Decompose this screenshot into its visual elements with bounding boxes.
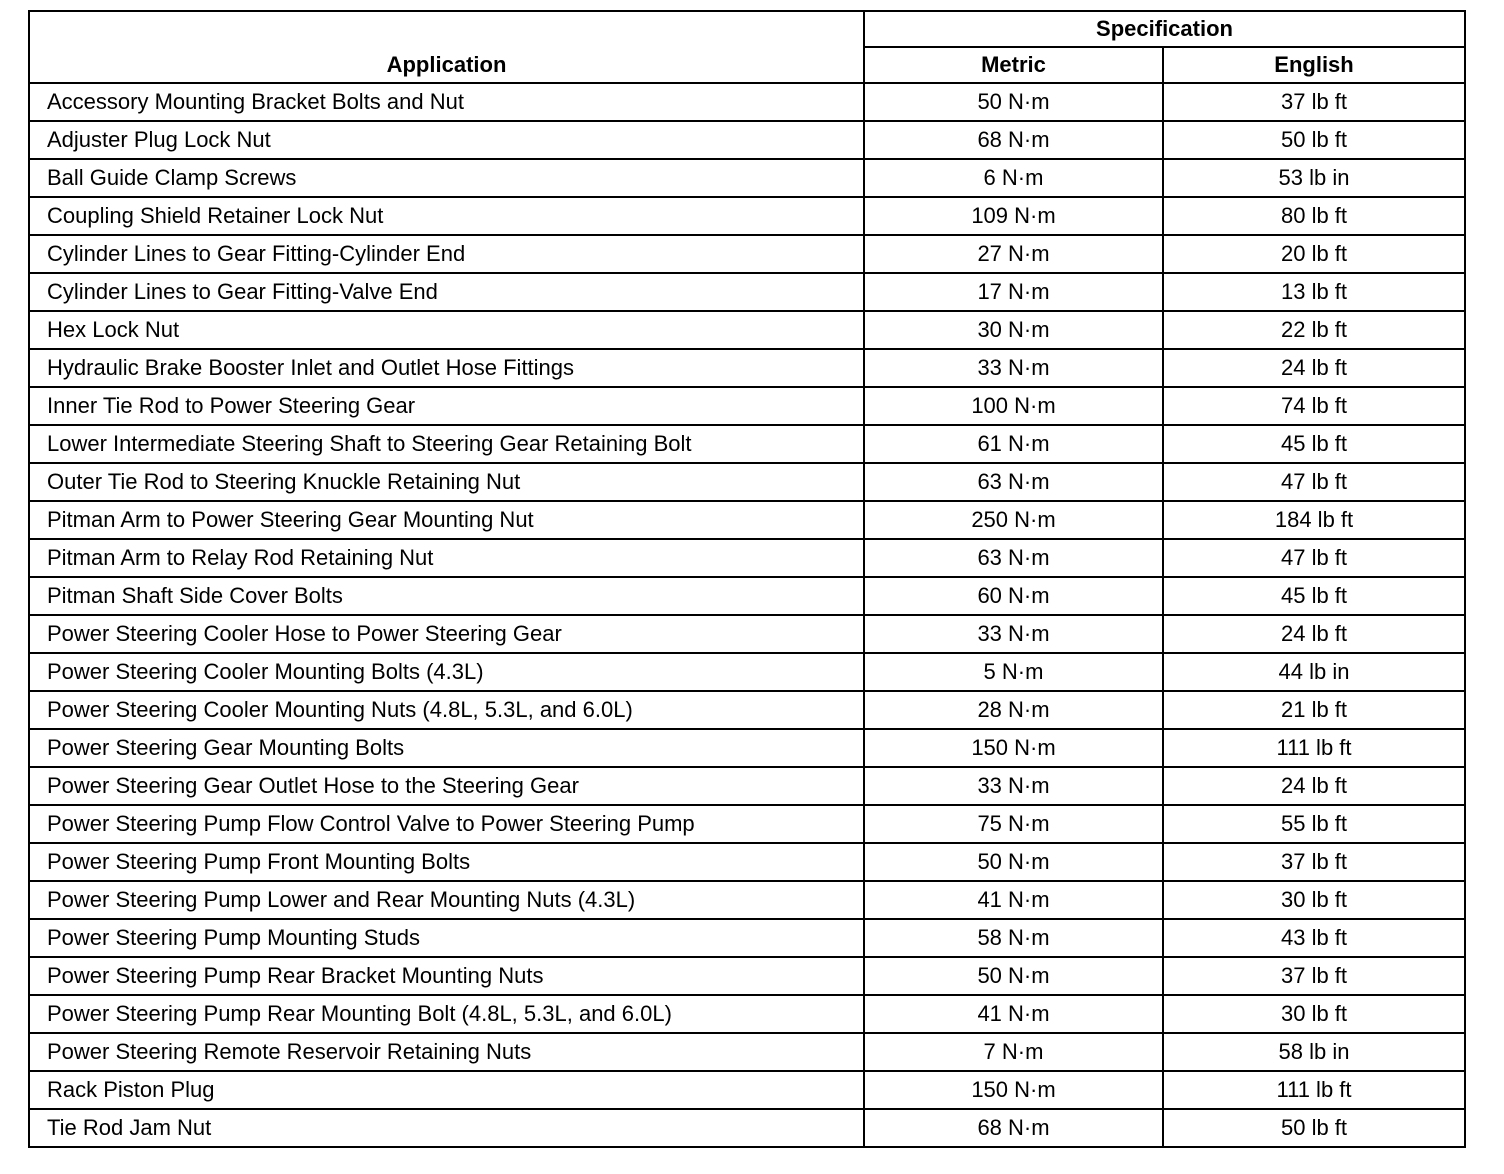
table-row (29, 767, 1465, 805)
metric-cell: 30 N·m (864, 311, 1163, 349)
english-cell: 45 lb ft (1163, 577, 1465, 615)
application-cell: Power Steering Pump Mounting Studs (29, 919, 864, 957)
table-header (29, 11, 1465, 83)
table-row (29, 653, 1465, 691)
metric-cell: 50 N·m (864, 843, 1163, 881)
english-cell: 24 lb ft (1163, 767, 1465, 805)
english-cell: 37 lb ft (1163, 83, 1465, 121)
table-row (29, 577, 1465, 615)
application-cell: Pitman Shaft Side Cover Bolts (29, 577, 864, 615)
metric-cell: 109 N·m (864, 197, 1163, 235)
english-cell: 30 lb ft (1163, 995, 1465, 1033)
table-row (29, 881, 1465, 919)
table-row (29, 1033, 1465, 1071)
application-cell: Power Steering Pump Front Mounting Bolts (29, 843, 864, 881)
metric-cell: 7 N·m (864, 1033, 1163, 1071)
english-cell: 111 lb ft (1163, 729, 1465, 767)
application-cell: Power Steering Remote Reservoir Retaining Nuts (29, 1033, 864, 1071)
table-body (29, 83, 1465, 1147)
metric-cell: 17 N·m (864, 273, 1163, 311)
english-cell: 13 lb ft (1163, 273, 1465, 311)
english-cell: 45 lb ft (1163, 425, 1465, 463)
english-cell: 111 lb ft (1163, 1071, 1465, 1109)
metric-cell: 50 N·m (864, 957, 1163, 995)
metric-cell: 33 N·m (864, 767, 1163, 805)
application-cell: Tie Rod Jam Nut (29, 1109, 864, 1147)
metric-cell: 250 N·m (864, 501, 1163, 539)
application-cell: Power Steering Pump Rear Bracket Mounting Nuts (29, 957, 864, 995)
application-cell: Outer Tie Rod to Steering Knuckle Retaining Nut (29, 463, 864, 501)
application-cell: Power Steering Cooler Hose to Power Steering Gear (29, 615, 864, 653)
metric-cell: 6 N·m (864, 159, 1163, 197)
english-cell: 43 lb ft (1163, 919, 1465, 957)
metric-cell: 68 N·m (864, 1109, 1163, 1147)
english-cell: 74 lb ft (1163, 387, 1465, 425)
metric-cell: 5 N·m (864, 653, 1163, 691)
english-cell: 21 lb ft (1163, 691, 1465, 729)
metric-cell: 33 N·m (864, 349, 1163, 387)
table-row (29, 691, 1465, 729)
english-column-header: English (1163, 47, 1465, 83)
application-cell: Power Steering Cooler Mounting Bolts (4.3L) (29, 653, 864, 691)
application-cell: Coupling Shield Retainer Lock Nut (29, 197, 864, 235)
english-cell: 47 lb ft (1163, 539, 1465, 577)
table-row (29, 463, 1465, 501)
table-row (29, 349, 1465, 387)
english-cell: 184 lb ft (1163, 501, 1465, 539)
metric-cell: 75 N·m (864, 805, 1163, 843)
english-cell: 30 lb ft (1163, 881, 1465, 919)
table-row (29, 1109, 1465, 1147)
metric-cell: 100 N·m (864, 387, 1163, 425)
specification-group-header: Specification (864, 11, 1465, 47)
metric-cell: 27 N·m (864, 235, 1163, 273)
english-cell: 20 lb ft (1163, 235, 1465, 273)
table-row (29, 957, 1465, 995)
table-row (29, 1071, 1465, 1109)
english-cell: 24 lb ft (1163, 349, 1465, 387)
application-column-header: Application (29, 11, 864, 83)
application-cell: Inner Tie Rod to Power Steering Gear (29, 387, 864, 425)
application-cell: Power Steering Cooler Mounting Nuts (4.8L, 5.3L, and 6.0L) (29, 691, 864, 729)
application-cell: Pitman Arm to Power Steering Gear Mounting Nut (29, 501, 864, 539)
application-cell: Hydraulic Brake Booster Inlet and Outlet Hose Fittings (29, 349, 864, 387)
english-cell: 47 lb ft (1163, 463, 1465, 501)
table-row (29, 425, 1465, 463)
table-row (29, 273, 1465, 311)
metric-cell: 61 N·m (864, 425, 1163, 463)
application-cell: Rack Piston Plug (29, 1071, 864, 1109)
english-cell: 53 lb in (1163, 159, 1465, 197)
metric-cell: 150 N·m (864, 729, 1163, 767)
application-cell: Power Steering Gear Outlet Hose to the Steering Gear (29, 767, 864, 805)
metric-cell: 58 N·m (864, 919, 1163, 957)
table-row (29, 539, 1465, 577)
metric-cell: 68 N·m (864, 121, 1163, 159)
table-row (29, 805, 1465, 843)
application-cell: Pitman Arm to Relay Rod Retaining Nut (29, 539, 864, 577)
english-cell: 50 lb ft (1163, 121, 1465, 159)
english-cell: 80 lb ft (1163, 197, 1465, 235)
application-cell: Power Steering Pump Rear Mounting Bolt (4.8L, 5.3L, and 6.0L) (29, 995, 864, 1033)
english-cell: 58 lb in (1163, 1033, 1465, 1071)
application-cell: Power Steering Pump Flow Control Valve to Power Steering Pump (29, 805, 864, 843)
metric-cell: 41 N·m (864, 995, 1163, 1033)
application-cell: Power Steering Pump Lower and Rear Mounting Nuts (4.3L) (29, 881, 864, 919)
table-row (29, 197, 1465, 235)
metric-cell: 28 N·m (864, 691, 1163, 729)
table-row (29, 843, 1465, 881)
table-row (29, 387, 1465, 425)
table-row (29, 311, 1465, 349)
header-row-top (29, 11, 1465, 47)
english-cell: 37 lb ft (1163, 957, 1465, 995)
application-cell: Accessory Mounting Bracket Bolts and Nut (29, 83, 864, 121)
metric-cell: 41 N·m (864, 881, 1163, 919)
metric-cell: 33 N·m (864, 615, 1163, 653)
english-cell: 24 lb ft (1163, 615, 1465, 653)
english-cell: 55 lb ft (1163, 805, 1465, 843)
metric-cell: 63 N·m (864, 539, 1163, 577)
english-cell: 44 lb in (1163, 653, 1465, 691)
application-cell: Cylinder Lines to Gear Fitting-Cylinder End (29, 235, 864, 273)
table-row (29, 121, 1465, 159)
table-row (29, 919, 1465, 957)
application-cell: Adjuster Plug Lock Nut (29, 121, 864, 159)
table-row (29, 729, 1465, 767)
metric-cell: 63 N·m (864, 463, 1163, 501)
application-cell: Ball Guide Clamp Screws (29, 159, 864, 197)
table-row (29, 235, 1465, 273)
english-cell: 37 lb ft (1163, 843, 1465, 881)
english-cell: 50 lb ft (1163, 1109, 1465, 1147)
english-cell: 22 lb ft (1163, 311, 1465, 349)
table-row (29, 501, 1465, 539)
table-row (29, 83, 1465, 121)
metric-cell: 50 N·m (864, 83, 1163, 121)
table-row (29, 995, 1465, 1033)
application-cell: Cylinder Lines to Gear Fitting-Valve End (29, 273, 864, 311)
application-cell: Lower Intermediate Steering Shaft to Steering Gear Retaining Bolt (29, 425, 864, 463)
metric-column-header: Metric (864, 47, 1163, 83)
torque-specification-table (28, 10, 1466, 1148)
application-cell: Power Steering Gear Mounting Bolts (29, 729, 864, 767)
application-cell: Hex Lock Nut (29, 311, 864, 349)
table-row (29, 159, 1465, 197)
metric-cell: 60 N·m (864, 577, 1163, 615)
metric-cell: 150 N·m (864, 1071, 1163, 1109)
table-row (29, 615, 1465, 653)
